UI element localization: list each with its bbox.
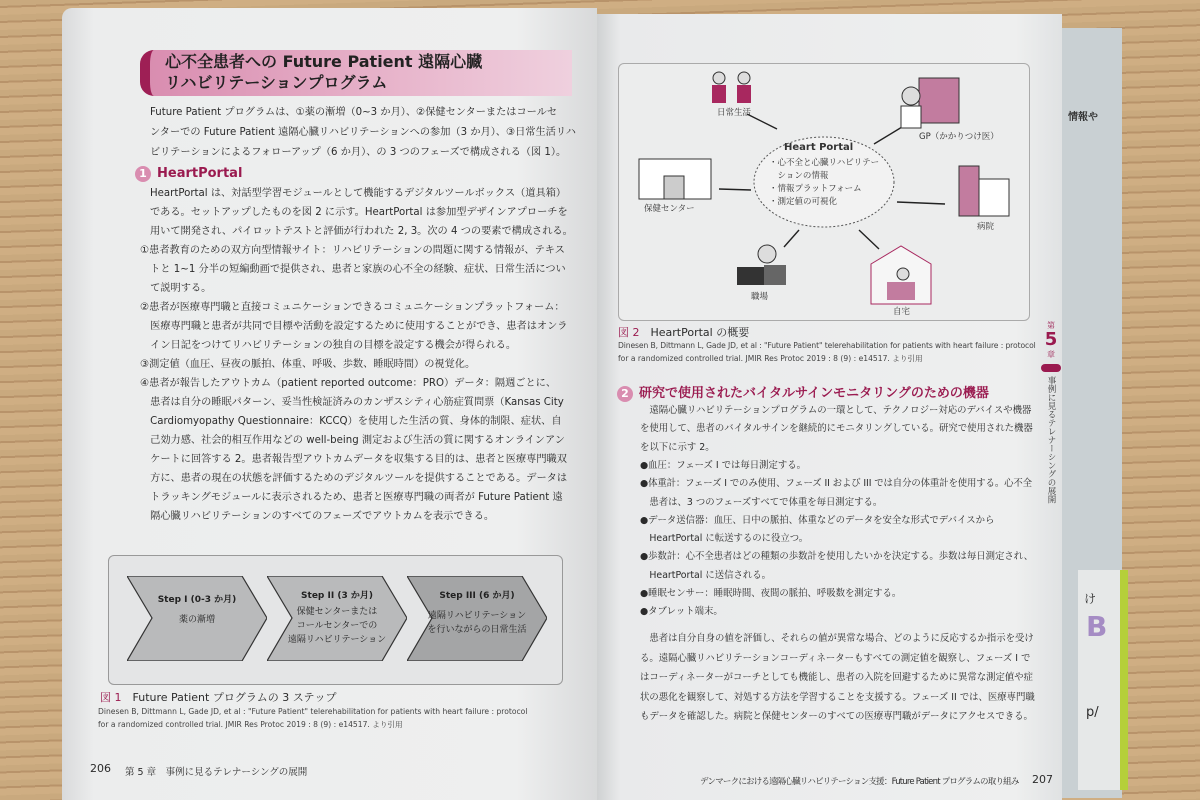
step-body: 遠隔リハビリテーション — [427, 611, 527, 621]
step-3 — [407, 576, 547, 661]
text-line: ●血圧：フェーズ I では毎日測定する。 — [640, 459, 806, 471]
text-line: 己効力感、社会的相互作用などの well-being 測定および生活の質に関するオンラインアン — [140, 435, 565, 446]
caption-text: Future Patient プログラムの 3 ステップ — [132, 691, 337, 704]
caption-text: HeartPortal の概要 — [650, 326, 750, 339]
step-title: Step III (6 か月) — [439, 591, 515, 601]
text-line: ③測定値（血圧、昼夜の脈拍、体重、呼吸、歩数、睡眠時間）の視覚化。 — [140, 359, 476, 370]
center-item: ションの情報 — [769, 171, 829, 181]
background-fragment: p/ — [1086, 705, 1099, 720]
figure-2-citation: for a randomized controlled trial. JMIR Res Protoc 2019 : 8 (9) : e14517. より引用 — [618, 354, 923, 363]
text-line: Cardiomyopathy Questionnaire：KCCQ）を使用した生活の質、身体的制限、症状、自 — [140, 416, 562, 427]
figure-label: 図 2 — [618, 326, 640, 339]
tab-title: 事例に見るテレナーシングの展開 — [1046, 376, 1056, 504]
page-title-line: リハビリテーションプログラム — [165, 73, 388, 92]
daily-life-figures — [712, 72, 751, 103]
text-line: ●データ送信器：血圧、日中の脈拍、体重などのデータを安全な形式でデバイスから — [640, 514, 995, 526]
node-label-workplace: 職場 — [751, 292, 769, 302]
node-label-home: 自宅 — [893, 307, 911, 317]
figure-1-steps — [108, 555, 563, 685]
figure-2-caption — [618, 324, 749, 340]
text-line: ケートに回答する 2。患者報告型アウトカムデータを収集する目的は、患者と医療専門職双 — [140, 454, 567, 465]
tab-marker — [1041, 364, 1061, 372]
text-line: る。遠隔心臓リハビリテーションコーディネーターもすべての測定値を観察し、フェーズ I で — [640, 652, 1031, 664]
gp-icon — [901, 78, 959, 128]
running-head-left: 第 5 章 事例に見るテレナーシングの展開 — [125, 767, 308, 778]
figure-2-heartportal-diagram — [618, 63, 1030, 321]
step-body: コールセンターでの — [296, 621, 378, 631]
step-body: 遠隔リハビリテーション — [287, 635, 387, 645]
running-head-right: デンマークにおける遠隔心臓リハビリテーション支援：Future Patient プログラムの取り組み — [700, 777, 1019, 787]
tab-prefix: 第 — [1047, 321, 1055, 330]
text-line: ①患者教育のための双方向型情報サイト：リハビリテーションの問題に関する情報が、テキス — [140, 245, 565, 256]
page-number-right: 207 — [1032, 773, 1053, 786]
text-line: て説明する。 — [140, 283, 212, 294]
text-line: 用いて開発され、パイロットテストと評価が行われた 2, 3。次の 4 つの要素で構成される。 — [150, 226, 573, 237]
text-line: 患者は自分の睡眠パターン、妥当性検証済みのカンザスシティ心筋症質問票（Kansas City — [140, 397, 564, 408]
background-book-cover — [1078, 570, 1128, 790]
text-line: 遠隔心臓リハビリテーションプログラムの一環として、テクノロジー対応のデバイスや機器 — [640, 405, 1032, 416]
step-2 — [267, 576, 407, 661]
text-line: ②患者が医療専門職と直接コミュニケーションできるコミュニケーションプラットフォーム： — [140, 302, 565, 313]
tab-chapter-number: 5 — [1044, 329, 1058, 350]
step-body: 薬の漸増 — [178, 615, 215, 625]
text-line: ビリテーションによるフォローアップ（6 か月）、の 3 つのフェーズで構成される（図 1）。 — [150, 147, 567, 158]
chapter-side-tab — [1043, 320, 1059, 504]
node-label-hospital: 病院 — [977, 222, 995, 232]
background-fragment: B — [1086, 610, 1108, 643]
text-line: 患者は自分自身の値を評価し、それらの値が異常な場合、どのように反応するか指示を受け — [640, 633, 1034, 644]
health-center-icon — [639, 159, 711, 199]
background-fragment: 情報や — [1068, 112, 1098, 123]
text-line: 状の悪化を観察して、対処する方法を学習することを支援する。フェーズ II では、医療専門職 — [640, 691, 1035, 703]
text-line: ④患者が報告したアウトカム（patient reported outcome：PRO）データ：隔週ごとに、 — [140, 378, 557, 389]
text-line: ●睡眠センサー：睡眠時間、夜間の脈拍、呼吸数を測定する。 — [640, 588, 902, 599]
text-line: ●タブレット端末。 — [640, 606, 723, 618]
text-line: トと 1~1 分半の短編動画で提供され、患者と家族の心不全の経験、症状、日常生活につい — [140, 264, 566, 275]
tab-suffix: 章 — [1047, 350, 1055, 359]
text-line: はコーディネーターがコーチとしても機能し、患者の入院を回避するために異常な測定値や症 — [640, 672, 1034, 683]
text-line: イン日記をつけてリハビリテーションの独自の目標を設定する機会が得られる。 — [140, 340, 517, 351]
text-line: HeartPortal は、対話型学習モジュールとして機能するデジタルツールボックス（道具箱） — [150, 188, 567, 199]
section-heading-heartportal — [135, 166, 242, 182]
step-body: 保健センターまたは — [296, 607, 378, 617]
node-label-gp: GP（かかりつけ医） — [919, 132, 999, 142]
text-line: 患者は、3 つのフェーズすべてで体重を毎日測定する。 — [640, 496, 883, 508]
text-line: を以下に示す 2。 — [640, 441, 715, 453]
hospital-icon — [959, 166, 1009, 216]
text-line: ンターでの Future Patient 遠隔心臓リハビリテーションへの参加（3 か月）、③日常生活リハ — [150, 127, 576, 138]
page-title-line: 心不全患者への Future Patient 遠隔心臓 — [165, 52, 483, 71]
step-title: Step II (3 か月) — [301, 591, 373, 601]
text-line: である。セットアップしたものを図 2 に示す。HeartPortal は参加型デザインアプローチを — [150, 207, 568, 218]
text-line: ●歩数計：心不全患者はどの種類の歩数計を使用したいかを決定する。歩数は毎日測定され、 — [640, 551, 1034, 563]
step-1 — [127, 576, 267, 661]
workplace-icon — [737, 245, 786, 285]
center-item: ・心不全と心臓リハビリテー — [769, 158, 880, 168]
section-number: 2 — [617, 386, 633, 402]
section-heading-vital-sign-devices — [617, 382, 989, 402]
heartportal-center-title: Heart Portal — [784, 142, 854, 153]
figure-1-citation: Dinesen B, Dittmann L, Gade JD, et al : "Future Patient" telerehabilitation for patients with heart failure : protocol — [98, 707, 528, 716]
section-number: 1 — [135, 166, 151, 182]
home-icon — [871, 246, 931, 304]
text-line: 方に、患者の現在の状態を評価するためのデジタルツールを提供することである。データは — [140, 473, 568, 484]
center-item: ・情報プラットフォーム — [769, 184, 862, 194]
step-body: を行いながらの日常生活 — [427, 625, 527, 635]
center-item: ・測定値の可視化 — [769, 197, 838, 207]
text-line: もデータを確認した。病院と保健センターのすべての医療専門職がデータにアクセスできる。 — [640, 711, 1033, 722]
page-number-left: 206 — [90, 762, 111, 775]
figure-1-citation: for a randomized controlled trial. JMIR Res Protoc 2019 : 8 (9) : e14517. より引用 — [98, 720, 403, 729]
text-line: ●体重計：フェーズ I でのみ使用、フェーズ II および III では自分の体重計を使用する。心不全 — [640, 478, 1032, 490]
text-line: HeartPortal に転送するのに役立つ。 — [640, 533, 809, 545]
node-label-daily-life: 日常生活 — [717, 108, 752, 118]
figure-2-citation: Dinesen B, Dittmann L, Gade JD, et al : "Future Patient" telerehabilitation for patients with heart failure : protocol — [618, 341, 1036, 350]
text-line: HeartPortal に送信される。 — [640, 569, 772, 581]
text-line: トラッキングモジュールに表示されるため、患者と医療専門職の両者が Future Patient 遠 — [140, 492, 563, 503]
step-title: Step I (0-3 か月) — [157, 595, 237, 605]
text-line: Future Patient プログラムは、①薬の漸増（0~3 か月）、②保健センターまたはコールセ — [150, 107, 558, 118]
node-label-health-center: 保健センター — [644, 204, 695, 214]
figure-1-caption — [100, 689, 337, 705]
figure-label: 図 1 — [100, 691, 122, 704]
background-fragment: け — [1084, 592, 1097, 606]
section-title: HeartPortal — [157, 166, 243, 181]
section-title: 研究で使用されたバイタルサインモニタリングのための機器 — [639, 386, 989, 401]
text-line: 隔心臓リハビリテーションのすべてのフェーズでアウトカムを表示できる。 — [140, 511, 495, 522]
text-line: を使用して、患者のバイタルサインを継続的にモニタリングしている。研究で使用された機器 — [640, 423, 1033, 435]
text-line: 医療専門職と患者が共同で目標や活動を設定するために使用することができ、患者はオンラ — [140, 321, 568, 332]
